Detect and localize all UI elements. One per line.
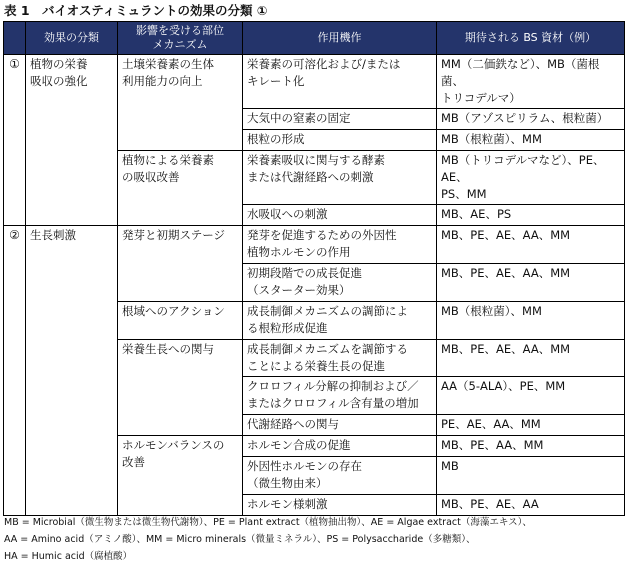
header-row [4, 22, 625, 55]
action-cell: ホルモン合成の促進 [243, 436, 437, 457]
legend-line: AA = Amino acid（アミノ酸）、MM = Micro minerals（微量ミネラル）、PS = Polysaccharide（多糖類）、 [4, 534, 476, 545]
materials-cell: MB、AE、PS [437, 205, 625, 226]
action-cell: ホルモン様刺激 [243, 495, 437, 516]
action-cell: 発芽を促進するための外因性 植物ホルモンの作用 [243, 226, 437, 264]
action-cell: 初期段階での成長促進 （スターター効果） [243, 264, 437, 302]
materials-cell: MM（二価鉄など）、MB（菌根菌、 トリコデルマ） [437, 55, 625, 109]
materials-cell: MB [437, 457, 625, 495]
materials-cell: PE、AE、AA、MM [437, 415, 625, 436]
legend-line: MB = Microbial（微生物または微生物代謝物）、PE = Plant extract（植物抽出物）、AE = Algae extract（海藻エキス）、 [4, 517, 532, 528]
materials-cell: MB（根粒菌）、MM [437, 302, 625, 340]
mechanism-cell: 根域へのアクション [118, 302, 243, 340]
table-row [4, 55, 625, 109]
materials-cell: MB、PE、AA、MM [437, 436, 625, 457]
header-action: 作用機作 [243, 22, 437, 55]
effect-category: 植物の栄養 吸収の強化 [26, 55, 118, 226]
action-cell: 成長制御メカニズムを調節する ことによる栄養生長の促進 [243, 340, 437, 377]
materials-cell: MB、PE、AE、AA [437, 495, 625, 516]
action-cell: 代謝経路への関与 [243, 415, 437, 436]
materials-cell: MB（アゾスピリラム、根粒菌） [437, 109, 625, 130]
table-title: 表 1 バイオスティミュラントの効果の分類 ① [4, 3, 268, 18]
abbreviation-legend [4, 514, 532, 565]
biostimulant-effects-table [3, 21, 625, 516]
materials-cell: MB（トリコデルマなど）、PE、AE、 PS、MM [437, 151, 625, 205]
action-cell: 栄養素の可溶化および/または キレート化 [243, 55, 437, 109]
header-category: 効果の分類 [26, 22, 118, 55]
materials-cell: MB、PE、AE、AA、MM [437, 226, 625, 264]
header-number [4, 22, 26, 55]
header-mechanism: 影響を受ける部位 メカニズム [118, 22, 243, 55]
mechanism-cell: 植物による栄養素 の吸収改善 [118, 151, 243, 226]
mechanism-cell: 栄養生長への関与 [118, 340, 243, 436]
mechanism-cell: 発芽と初期ステージ [118, 226, 243, 302]
mechanism-cell: 土壌栄養素の生体 利用能力の向上 [118, 55, 243, 151]
action-cell: 栄養素吸収に関与する酵素 または代謝経路への刺激 [243, 151, 437, 205]
materials-cell: MB、PE、AE、AA、MM [437, 340, 625, 377]
group-number: ① [4, 55, 26, 226]
action-cell: 根粒の形成 [243, 130, 437, 151]
action-cell: 成長制御メカニズムの調節によ る根粒形成促進 [243, 302, 437, 340]
materials-cell: MB（根粒菌）、MM [437, 130, 625, 151]
mechanism-cell: ホルモンバランスの 改善 [118, 436, 243, 516]
action-cell: 水吸収への刺激 [243, 205, 437, 226]
materials-cell: AA（5-ALA）、PE、MM [437, 377, 625, 415]
effect-category: 生長刺激 [26, 226, 118, 516]
table-row [4, 226, 625, 264]
header-materials: 期待される BS 資材（例） [437, 22, 625, 55]
legend-line: HA = Humic acid（腐植酸） [4, 551, 133, 562]
action-cell: クロロフィル分解の抑制および／ またはクロロフィル含有量の増加 [243, 377, 437, 415]
materials-cell: MB、PE、AE、AA、MM [437, 264, 625, 302]
group-number: ② [4, 226, 26, 516]
action-cell: 外因性ホルモンの存在 （微生物由来） [243, 457, 437, 495]
action-cell: 大気中の窒素の固定 [243, 109, 437, 130]
